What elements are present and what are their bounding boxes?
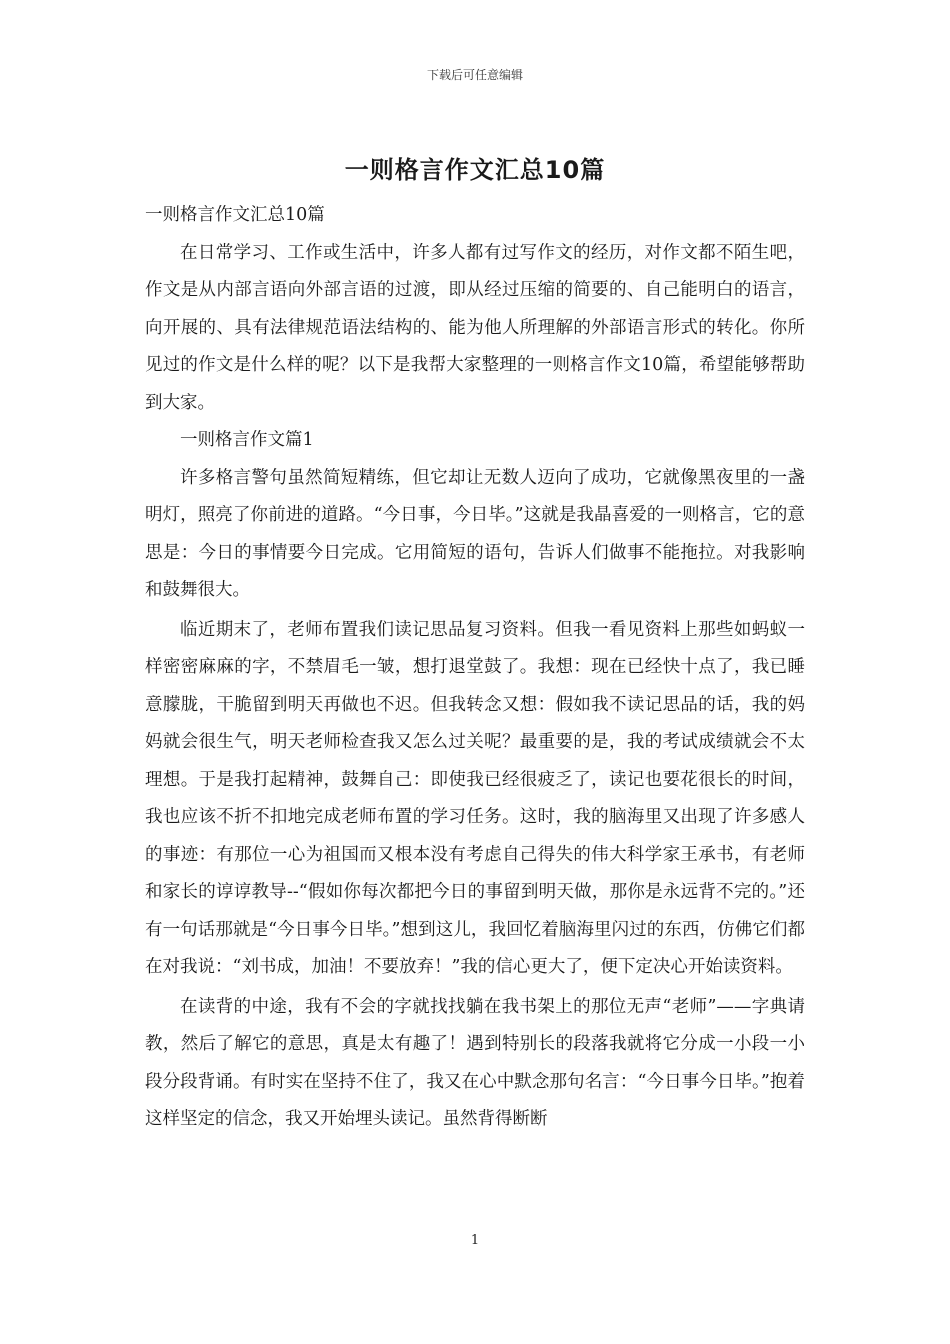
header-note: 下载后可任意编辑 xyxy=(426,68,523,82)
section-heading: 一则格言作文篇1 xyxy=(180,430,314,450)
paragraph-intro: 在日常学习、工作或生活中，许多人都有过写作文的经历，对作文都不陌生吧，作文是从内部言语向外部言语的过渡，即从经过压缩的简要的、自己能明白的语言，向开展的、具有法律规范语法结构的、能为他人所理解的外部语言形式的转化。你所见过的作文是什么样的呢？以下是我帮大家整理的一则格言作文10篇，希望能够帮助到大家。 xyxy=(145,242,805,413)
page-number: 1 xyxy=(470,1233,480,1248)
document-title: 一则格言作文汇总10篇 xyxy=(344,156,606,184)
paragraph-2: 临近期末了，老师布置我们读记思品复习资料。但我一看见资料上那些如蚂蚁一样密密麻麻的字，不禁眉毛一皱，想打退堂鼓了。我想：现在已经快十点了，我已睡意朦胧，干脆留到明天再做也不迟。但我转念又想：假如我不读记思品的话，我的妈妈就会很生气，明天老师检查我又怎么过关呢？最重要的是，我的考试成绩就会不太理想。于是我打起精神，鼓舞自己：即使我已经很疲乏了，读记也要花很长的时间，我也应该不折不扣地完成老师布置的学习任务。这时，我的脑海里又出现了许多感人的事迹：有那位一心为祖国而又根本没有考虑自己得失的伟大科学家王承书，有老师和家长的谆谆教导--“假如你每次都把今日的事留到明天做，那你是永远背不完的。”还有一句话那就是“今日事今日毕。”想到这儿，我回忆着脑海里闪过的东西，仿佛它们都在对我说：“刘书成，加油！不要放弃！”我的信心更大了，便下定决心开始读资料。 xyxy=(145,619,805,977)
paragraph-1: 许多格言警句虽然简短精练，但它却让无数人迈向了成功，它就像黑夜里的一盏明灯，照亮了你前进的道路。“今日事，今日毕。”这就是我晶喜爱的一则格言，它的意思是：今日的事情要今日完成。它用简短的语句，告诉人们做事不能拖拉。对我影响和鼓舞很大。 xyxy=(145,467,805,600)
subtitle-line: 一则格言作文汇总10篇 xyxy=(145,205,325,225)
document-body xyxy=(145,197,805,1139)
paragraph-3: 在读背的中途，我有不会的字就找找躺在我书架上的那位无声“老师”——字典请教，然后了解它的意思，真是太有趣了！遇到特别长的段落我就将它分成一小段一小段分段背诵。有时实在坚持不住了，我又在心中默念那句名言：“今日事今日毕。”抱着这样坚定的信念，我又开始埋头读记。虽然背得断断 xyxy=(145,996,805,1129)
